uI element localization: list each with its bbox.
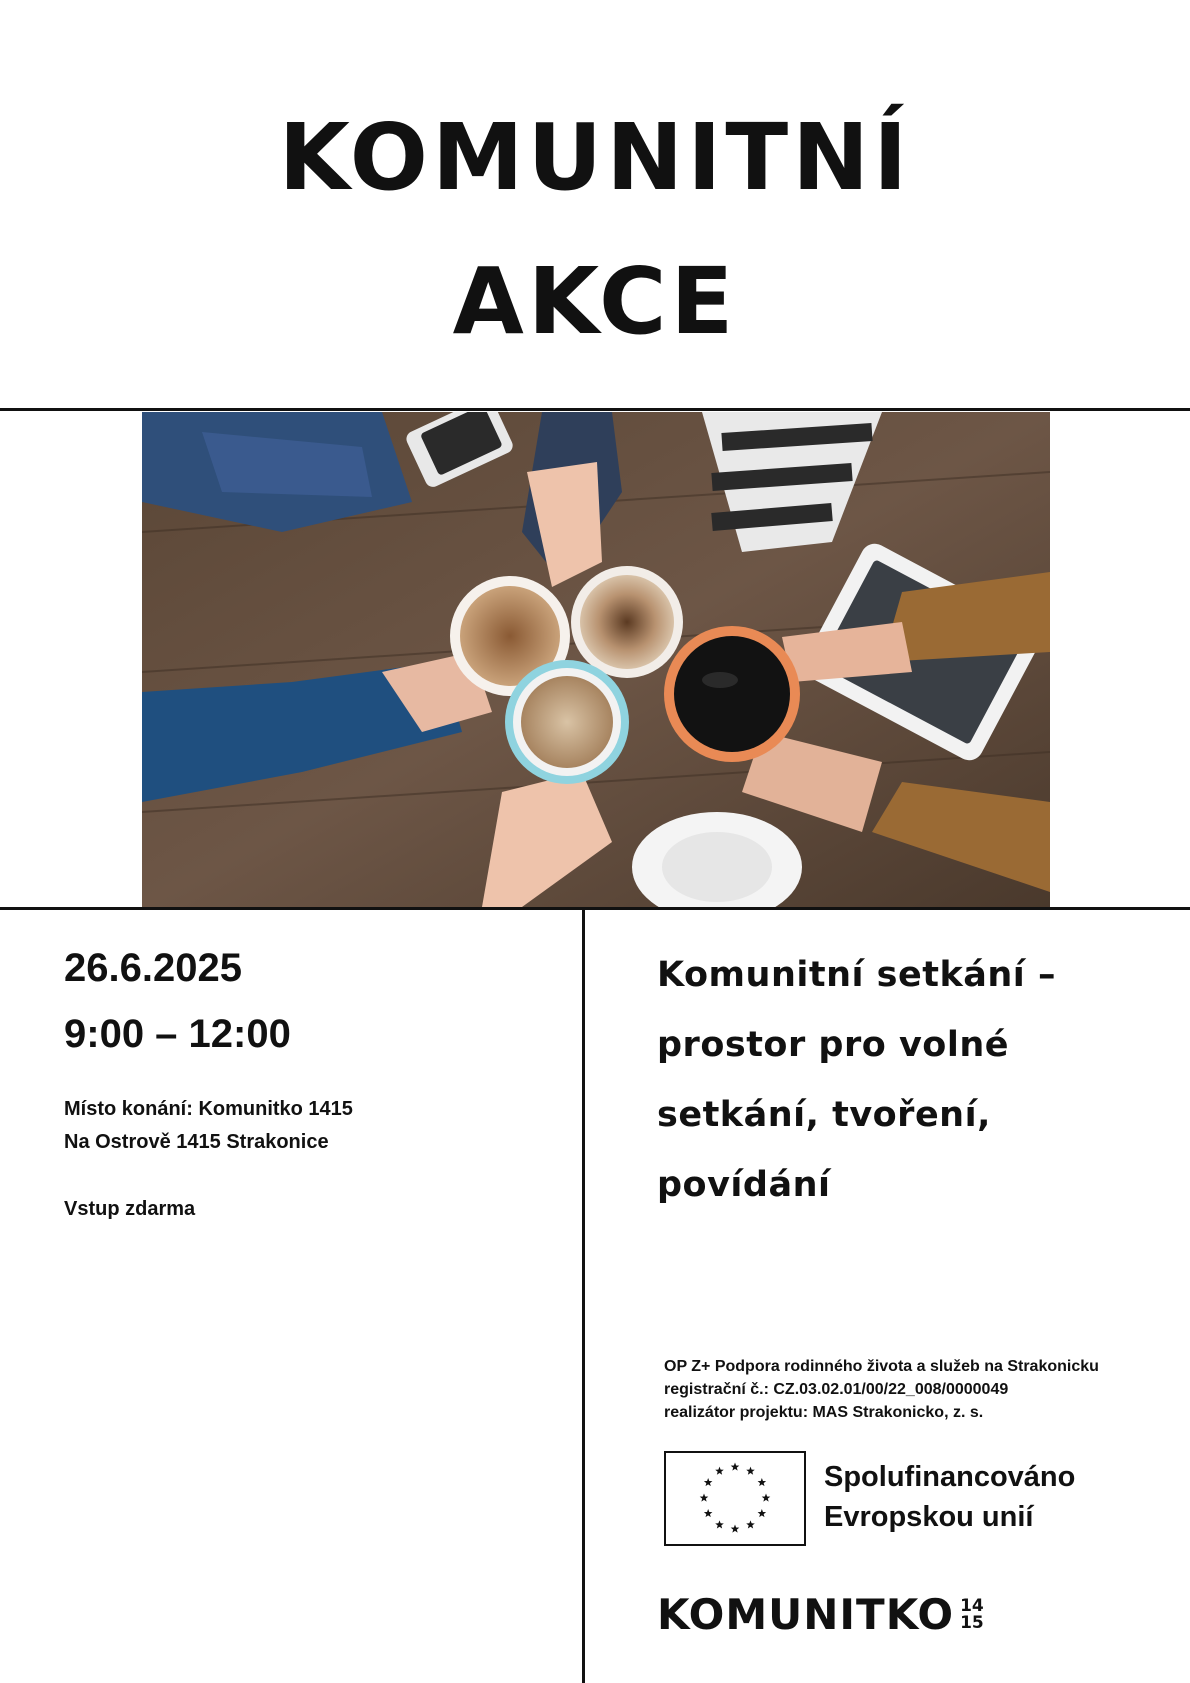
top-divider: [0, 408, 1190, 411]
title-line-2: AKCE: [452, 248, 738, 355]
description-line: povídání: [657, 1165, 831, 1205]
eu-star-icon: [731, 1463, 740, 1471]
event-date: 26.6.2025: [64, 946, 242, 990]
eu-line: Spolufinancováno: [824, 1461, 1076, 1493]
vertical-divider: [582, 910, 585, 1683]
eu-star-icon: [746, 1520, 755, 1528]
eu-star-icon: [715, 1467, 724, 1475]
logo-number: [960, 1598, 984, 1632]
eu-flag-icon: [664, 1451, 806, 1546]
event-description: [657, 940, 1137, 1220]
logo-name: KOMUNITKO: [657, 1590, 955, 1639]
coffee-cups-photo: [142, 412, 1050, 907]
eu-star-icon: [758, 1478, 767, 1486]
logo-number-top: 14: [960, 1596, 984, 1616]
eu-star-icon: [731, 1525, 740, 1533]
eu-star-icon: [715, 1520, 724, 1528]
eu-line: Evropskou unií: [824, 1501, 1034, 1533]
project-line: realizátor projektu: MAS Strakonicko, z. s.: [664, 1404, 984, 1421]
description-line: Komunitní setkání –: [657, 955, 1056, 995]
event-venue: Místo konání: Komunitko 1415: [64, 1098, 353, 1120]
event-address: Na Ostrově 1415 Strakonice: [64, 1131, 329, 1153]
event-time: 9:00 – 12:00: [64, 1012, 291, 1056]
title-line-1: KOMUNITNÍ: [278, 104, 912, 211]
eu-star-icon: [762, 1494, 771, 1502]
eu-stars-icon: [666, 1453, 804, 1544]
project-info: [664, 1355, 1164, 1424]
description-line: prostor pro volné: [657, 1025, 1009, 1065]
event-entry: Vstup zdarma: [64, 1198, 196, 1220]
eu-star-icon: [704, 1478, 713, 1486]
eu-star-icon: [746, 1467, 755, 1475]
description-line: setkání, tvoření,: [657, 1095, 991, 1135]
logo-number-bottom: 15: [960, 1613, 984, 1633]
middle-divider: [0, 907, 1190, 910]
eu-star-icon: [758, 1509, 767, 1517]
project-line: OP Z+ Podpora rodinného života a služeb na Strakonicku: [664, 1358, 1099, 1375]
coffee-cups-photo-illustration: [142, 412, 1050, 907]
eu-cofunding-text: [824, 1457, 1075, 1537]
eu-star-icon: [704, 1509, 713, 1517]
eu-star-icon: [700, 1494, 709, 1502]
project-line: registrační č.: CZ.03.02.01/00/22_008/0000049: [664, 1381, 1009, 1398]
komunitko-logo: [657, 1590, 984, 1640]
